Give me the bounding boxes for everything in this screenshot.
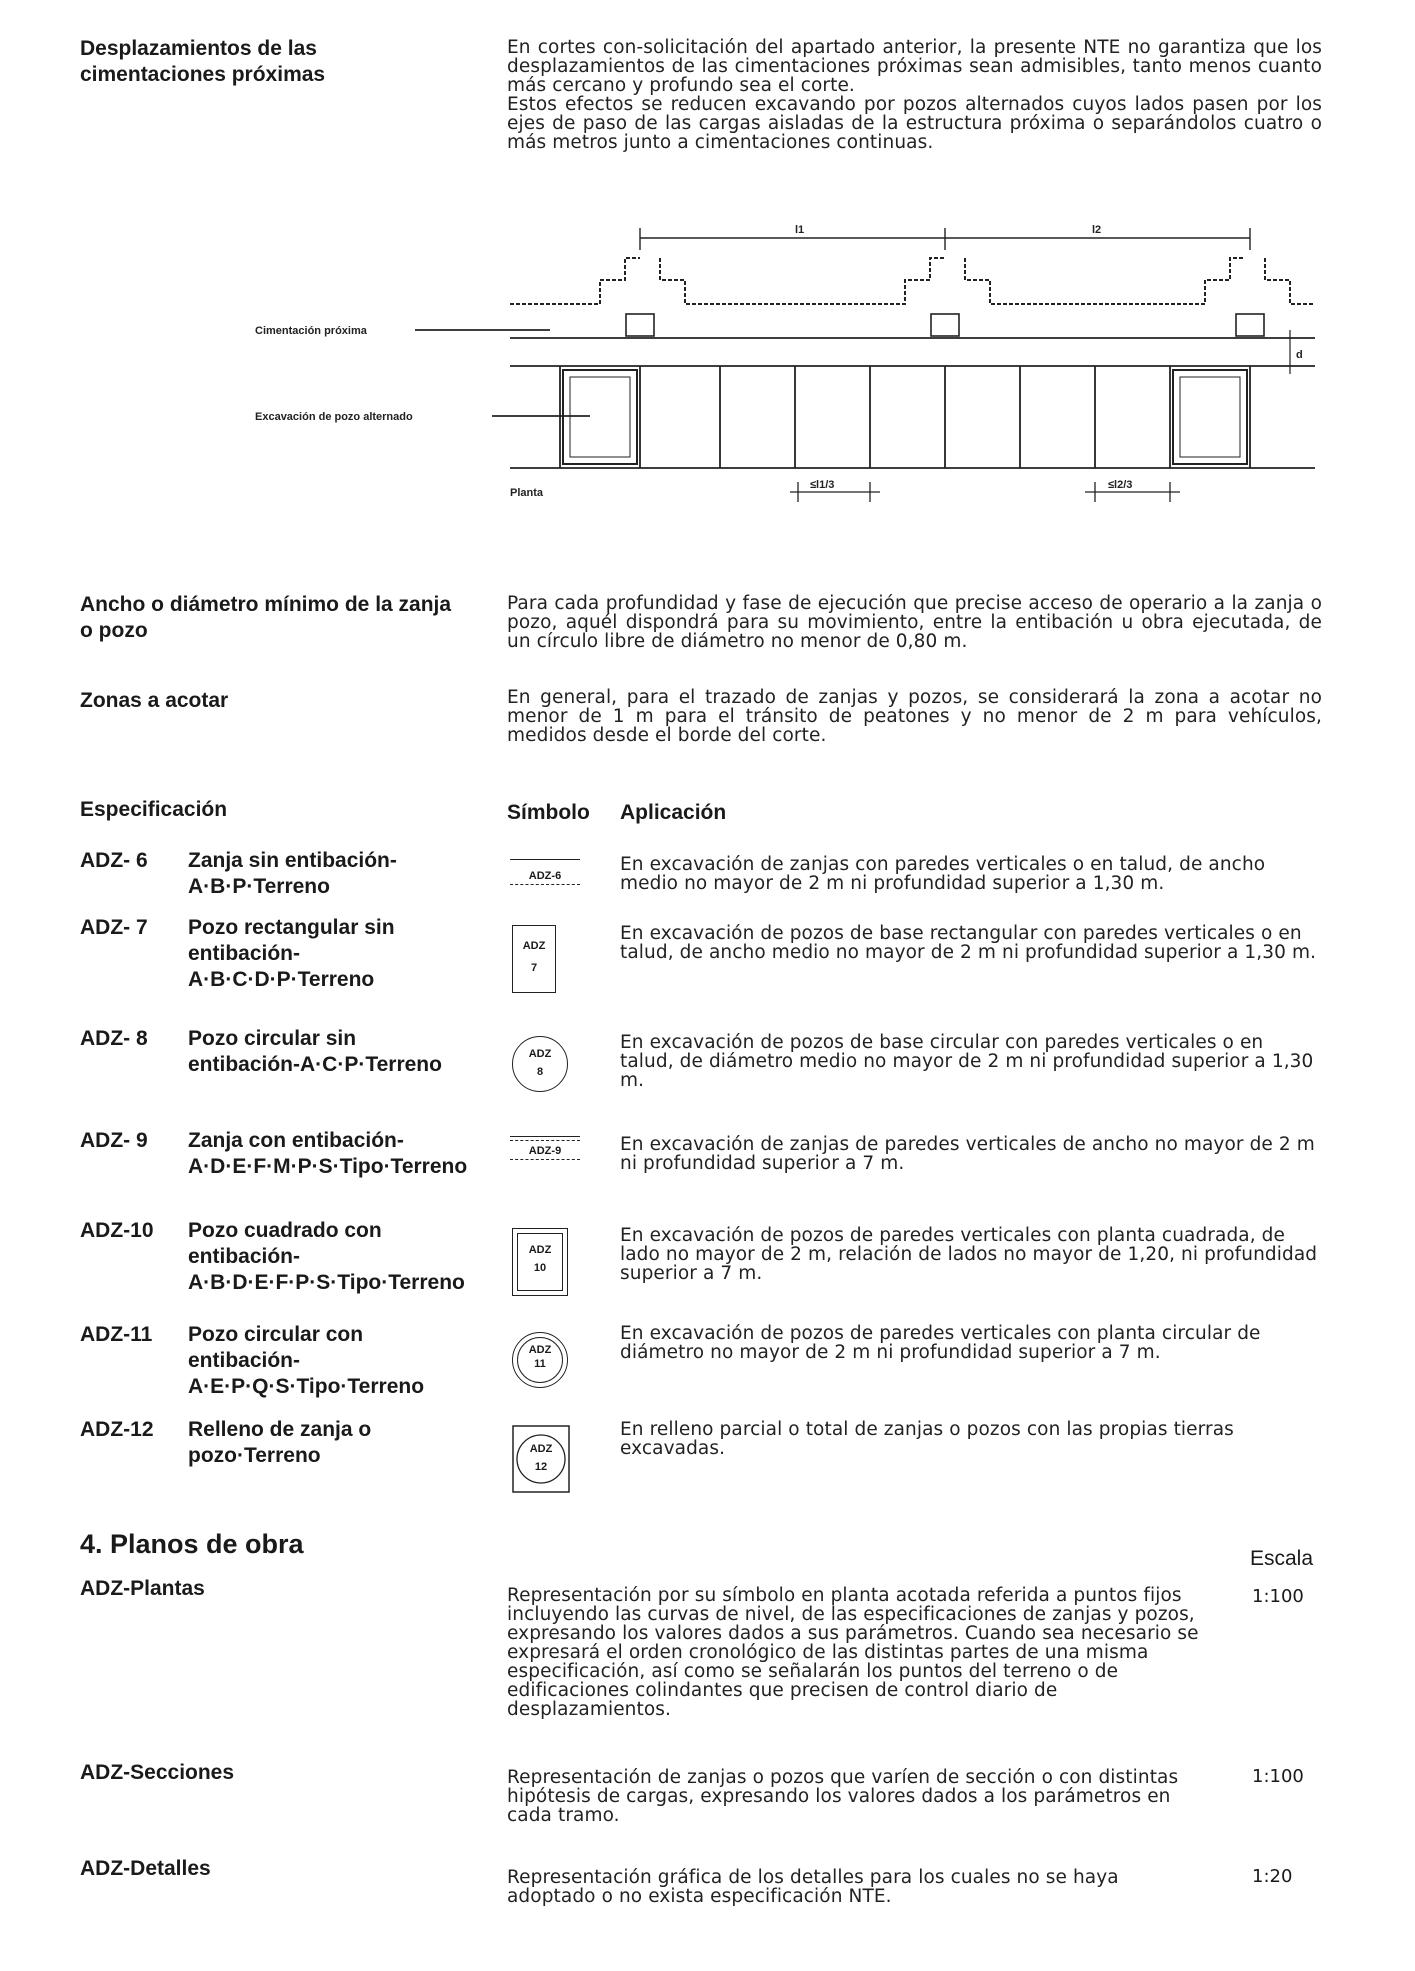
symbol-label-top: ADZ: [528, 1048, 552, 1060]
dim-l2-3-label: ≤l2/3: [1108, 479, 1133, 491]
spec-name-adz-6: Zanja sin entibación-A·B·P·Terreno: [188, 849, 397, 898]
plano-text-secciones: Representación de zanjas o pozos que varíen de sección o con distintas hipótesis de cargas, expresando los valores dados a los parámetros en cada tramo.: [507, 1767, 1179, 1826]
spec-code-adz-11: ADZ-11: [80, 1323, 153, 1346]
spec-name-adz-9: Zanja con entibación-A·D·E·F·M·P·S·Tipo·Terreno: [188, 1129, 468, 1178]
spec-code-adz-9: ADZ- 9: [80, 1129, 148, 1152]
column-aplicacion: Aplicación: [620, 801, 727, 824]
app-adz-12: En relleno parcial o total de zanjas o pozos con las propias tierras excavadas.: [620, 1419, 1234, 1459]
shored-trench-symbol-adz-9: [510, 1134, 580, 1174]
text-desplazamientos: [507, 38, 1322, 152]
spec-code-adz-10: ADZ-10: [80, 1219, 154, 1242]
plano-name-detalles: ADZ-Detalles: [80, 1857, 211, 1880]
plano-scale-detalles: 1:20: [1252, 1866, 1293, 1887]
symbol-label-top: ADZ: [528, 1244, 552, 1256]
symbol-label-top: ADZ: [529, 1443, 553, 1455]
column-especificacion: Especificación: [80, 798, 228, 821]
trench-symbol-adz-6: [510, 855, 580, 895]
heading-zonas: Zonas a acotar: [80, 689, 229, 712]
dim-l2-label: l2: [1092, 224, 1102, 236]
text-zonas: En general, para el trazado de zanjas y pozos, se considerará la zona a acotar no menor de 1 m para el tránsito de peatones y no menor de 2 m para vehículos, medidos desde el borde del corte.: [507, 687, 1322, 746]
symbol-label-bottom: 8: [536, 1066, 544, 1078]
symbol-label-bottom: 7: [530, 962, 538, 974]
label-planta: Planta: [510, 487, 544, 499]
spec-code-adz-6: ADZ- 6: [80, 849, 148, 872]
dim-l1-3-label: ≤l1/3: [810, 479, 835, 491]
scale-header: Escala: [1250, 1547, 1314, 1570]
plan-strip: [510, 366, 1315, 468]
heading-planos: 4. Planos de obra: [80, 1529, 304, 1559]
symbol-label-top: ADZ: [528, 1344, 552, 1356]
heading-desplazamientos: Desplazamientos de las cimentaciones próximas: [80, 37, 326, 86]
backfill-symbol-adz-12: [512, 1425, 570, 1493]
rect-pit-symbol-adz-7: [512, 925, 556, 993]
plano-name-plantas: ADZ-Plantas: [80, 1577, 205, 1600]
shored-square-pit-symbol-adz-10: [512, 1228, 568, 1296]
app-adz-10: En excavación de pozos de paredes verticales con planta cuadrada, de lado no mayor de 2 m, relación de lados no mayor de 1,20, ni profundidad superior a 7 m.: [620, 1225, 1318, 1284]
plano-text-plantas: Representación por su símbolo en planta acotada referida a puntos fijos incluyendo las curvas de nivel, de las especificaciones de zanjas y pozos, expresando los valores dados a sus parámetros. Cuando sea necesario se expresará el orden cronológico de las distintas partes de una misma especificación, así como se señalarán los puntos del terreno o de edificaciones colindantes que precisen de control diario de desplazamientos.: [507, 1585, 1199, 1720]
spec-code-adz-8: ADZ- 8: [80, 1027, 148, 1050]
app-adz-8: En excavación de pozos de base circular con paredes verticales o en talud, de diámetro medio no mayor de 2 m ni profundidad superior a 1,30 m.: [620, 1032, 1314, 1091]
heading-ancho: Ancho o diámetro mínimo de la zanja o pozo: [80, 593, 452, 642]
column-simbolo: Símbolo: [507, 801, 590, 824]
label-excavacion: Excavación de pozo alternado: [255, 411, 413, 423]
app-adz-11: En excavación de pozos de paredes verticales con planta circular de diámetro no mayor de 2 m ni profundidad superior a 7 m.: [620, 1323, 1261, 1363]
symbol-label: ADZ-6: [528, 870, 562, 882]
foundation-profile: [510, 258, 1315, 304]
shored-circular-pit-symbol-adz-11: [512, 1332, 568, 1388]
app-adz-9: En excavación de zanjas de paredes verticales de ancho no mayor de 2 m ni profundidad superior a 7 m.: [620, 1134, 1315, 1174]
spec-name-adz-10: Pozo cuadrado con entibación-A·B·D·E·F·P·S·Tipo·Terreno: [188, 1219, 465, 1294]
dimension-l1-l2: [640, 228, 1250, 250]
symbol-label-bottom: 12: [534, 1461, 548, 1473]
symbol-label-bottom: 10: [533, 1262, 547, 1274]
inner-circle: [517, 1337, 563, 1383]
paragraph-desplazamientos-1: En cortes con-solicitación del apartado anterior, la presente NTE no garantiza que los desplazamientos de las cimentaciones próximas sean admisibles, tanto menos cuanto más cercano y profundo sea el corte.: [507, 37, 1322, 96]
plano-scale-plantas: 1:100: [1252, 1586, 1304, 1607]
spec-code-adz-12: ADZ-12: [80, 1418, 154, 1441]
plano-scale-secciones: 1:100: [1252, 1766, 1304, 1787]
spec-code-adz-7: ADZ- 7: [80, 916, 148, 939]
app-adz-7: En excavación de pozos de base rectangular con paredes verticales o en talud, de ancho medio no mayor de 2 m ni profundidad superior a 1,30 m.: [620, 923, 1317, 963]
footings: [626, 314, 1264, 336]
alternate-pits: [563, 370, 1247, 464]
inner-frame: [517, 1233, 563, 1291]
dim-d-label: d: [1296, 349, 1303, 361]
symbol-label-bottom: 11: [534, 1358, 546, 1370]
spec-name-adz-12: Relleno de zanja o pozo·Terreno: [188, 1418, 372, 1467]
dim-l1-label: l1: [795, 224, 805, 236]
excavation-diagram: [230, 218, 1340, 518]
paragraph-desplazamientos-2: Estos efectos se reducen excavando por pozos alternados cuyos lados pasen por los ejes de paso de las cargas aisladas de la estructura próxima o separándolos cuatro o más metros junto a cimentaciones continuas.: [507, 94, 1322, 153]
label-cimentacion: Cimentación próxima: [255, 325, 367, 337]
spec-name-adz-8: Pozo circular sin entibación-A·C·P·Terreno: [188, 1027, 442, 1076]
spec-name-adz-11: Pozo circular con entibación-A·E·P·Q·S·Tipo·Terreno: [188, 1323, 425, 1398]
app-adz-6: En excavación de zanjas con paredes verticales o en talud, de ancho medio no mayor de 2 m ni profundidad superior a 1,30 m.: [620, 854, 1266, 894]
plano-name-secciones: ADZ-Secciones: [80, 1761, 235, 1784]
symbol-label: ADZ-9: [528, 1145, 562, 1157]
text-ancho: Para cada profundidad y fase de ejecución que precise acceso de operario a la zanja o pozo, aquél dispondrá para su movimiento, entre la entibación u obra ejecutada, de un círculo libre de diámetro no menor de 0,80 m.: [507, 593, 1322, 652]
circular-pit-symbol-adz-8: [512, 1036, 568, 1092]
spec-name-adz-7: Pozo rectangular sin entibación-A·B·C·D·P·Terreno: [188, 916, 395, 991]
plano-text-detalles: Representación gráfica de los detalles para los cuales no se haya adoptado o no exista especificación NTE.: [507, 1867, 1119, 1907]
symbol-label-top: ADZ: [522, 940, 546, 952]
